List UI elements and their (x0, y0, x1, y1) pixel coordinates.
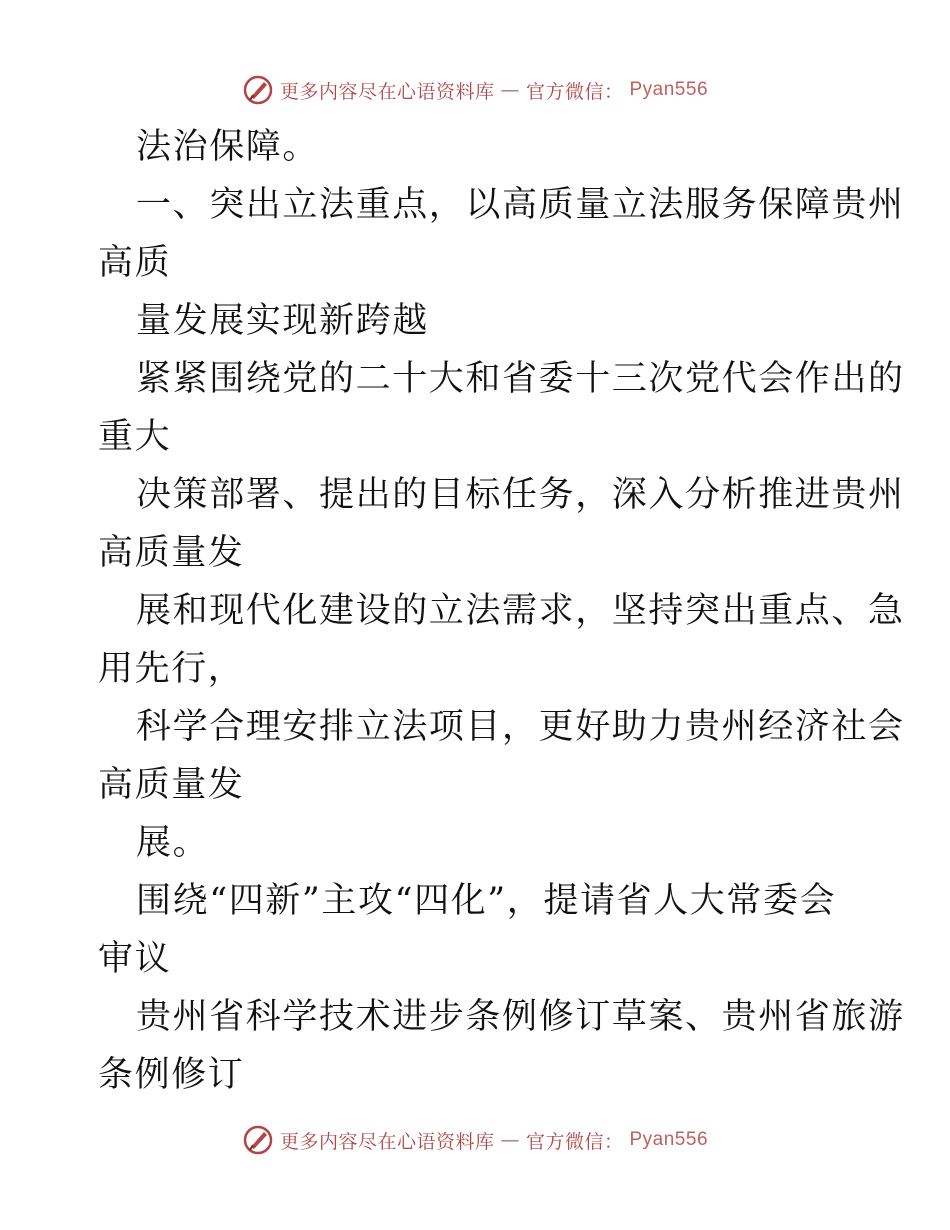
text-line: 高质量发 (98, 765, 245, 805)
text-line: 展。 (136, 823, 210, 863)
text-line: 一、突出立法重点，以高质量立法服务保障贵州 (136, 185, 905, 225)
text-line: 高质 (98, 243, 172, 283)
document-body (98, 118, 905, 1104)
watermark-id: Pyan556 (629, 79, 709, 100)
text-line: 量发展实现新跨越 (136, 301, 429, 341)
text-line: 贵州省科学技术进步条例修订草案、贵州省旅游 (136, 997, 905, 1037)
text-line: 决策部署、提出的目标任务，深入分析推进贵州 (136, 475, 905, 515)
text-line: 用先行， (98, 649, 245, 689)
quill-pen-logo-icon (242, 1124, 274, 1156)
text-line: 围绕“四新”主攻“四化”，提请省人大常委会 (136, 881, 837, 921)
text-line: 审议 (98, 939, 172, 979)
footer-watermark (0, 1120, 950, 1160)
text-line: 科学合理安排立法项目，更好助力贵州经济社会 (136, 707, 905, 747)
text-line: 展和现代化建设的立法需求，坚持突出重点、急 (136, 591, 905, 631)
watermark-separator: — (500, 79, 520, 101)
text-line: 条例修订 (98, 1055, 245, 1095)
watermark-text: 更多内容尽在心语资料库 (279, 1130, 495, 1153)
watermark-label: 官方微信： (525, 80, 624, 103)
text-line: 紧紧围绕党的二十大和省委十三次党代会作出的 (136, 359, 905, 399)
text-line: 高质量发 (98, 533, 245, 573)
text-line: 法治保障。 (136, 127, 320, 167)
watermark-separator: — (500, 1129, 520, 1151)
header-watermark (0, 70, 950, 110)
watermark-text: 更多内容尽在心语资料库 (279, 80, 495, 103)
watermark-label: 官方微信： (525, 1130, 624, 1153)
text-line: 重大 (98, 417, 172, 457)
watermark-id: Pyan556 (629, 1129, 709, 1150)
quill-pen-logo-icon (242, 74, 274, 106)
